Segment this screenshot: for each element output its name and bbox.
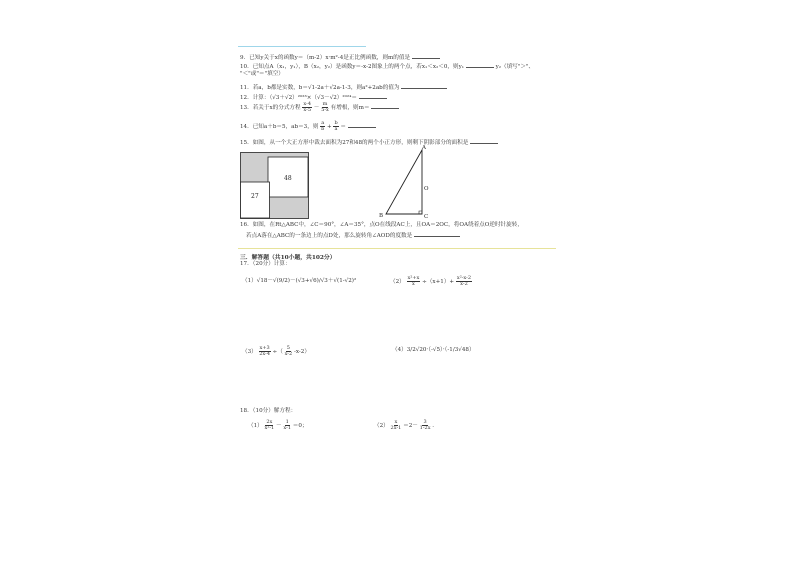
q17-part-4: （4）3/2√20·（-√5）·（-1/3√48）: [392, 347, 475, 353]
question-14: 14．已知a＋b＝5，ab＝3，则 $\frac{a}{b}$ + $\frac{b}{a}$ ＝: [240, 121, 376, 132]
section-title: 三．解答题（共10小题，共102分）: [240, 255, 336, 261]
fraction: $\frac{x}{2x-1}$: [390, 419, 402, 432]
triangle-abc: [386, 150, 422, 214]
vertex-a-label: A: [422, 145, 426, 151]
question-9: 9．已知y关于x的函数y＝（m-2）x·m²-4是正比例函数，则m的值是: [240, 53, 440, 62]
question-10-cont: "＜"或"＝"填空）: [240, 71, 284, 77]
question-18-head: 18．（10分）解方程：: [240, 408, 297, 414]
question-10: 10．已知点A（x₁，y₁），B（x₂，y₂）是函数y＝-x-2图象上的两个点，若x₁＜x₂＜0，则y₁ y₂（填写"＞"、: [240, 64, 535, 70]
answer-blank: [470, 138, 498, 144]
label-27: 27: [251, 193, 259, 200]
q18-part-2: （2） $\frac{x}{2x-1}$ ＝2－ $\frac{3}{1-2x}$ .: [374, 419, 435, 432]
fraction: $\frac{5}{x-2}$: [284, 345, 293, 358]
q17-part-2: （2） $\frac{\text{x²+x}}{x}$ ÷（x+1）+ $\frac{\text{x²-x-2}}{x-2}$: [390, 275, 472, 288]
question-11: 11．若a，b都是实数，b＝√1-2a＋√2a-1-3，则a²+2ab的值为: [240, 83, 447, 92]
question-16-cont: 若点A落在△ABC的一条边上的点D处，那么旋转角∠AOD的度数是: [246, 231, 460, 240]
q18-part-1: （1） $\frac{2x}{\text{x²-1}}$ － $\frac{1}{x-1}$ ＝0；: [248, 419, 308, 432]
square-27: [241, 182, 270, 218]
header-rule: [238, 46, 366, 47]
answer-blank: [414, 231, 460, 237]
question-15: 15．如图，从一个大正方形中裁去面积为27和48的两个小正方形，则剩下阴影部分的面积是: [240, 138, 498, 147]
question-17-head: 17．（20分）计算：: [240, 261, 291, 267]
fraction: $\frac{3}{1-2x}$: [419, 419, 431, 432]
vertex-c-label: C: [424, 214, 429, 220]
point-o-label: O: [424, 186, 429, 192]
triangle-figure: [376, 144, 436, 220]
fraction: $\frac{a}{b}$: [321, 120, 325, 133]
vertex-b-label: B: [379, 213, 384, 219]
fraction: $\frac{\text{x²+x}}{x}$: [407, 275, 420, 288]
question-16: 16．如图，在Rt△ABC中，∠C＝90°，∠A＝35°，点O在线段AC上，且OA＝2OC，将OA绕着点O逆时针旋转，: [240, 222, 523, 228]
section-rule: [238, 248, 556, 249]
fraction: $\frac{b}{a}$: [334, 120, 338, 133]
fraction: $\frac{x+3}{2x-4}$: [259, 345, 271, 358]
label-48: 48: [284, 175, 292, 182]
fraction: $\frac{2x}{\text{x²-1}}$: [264, 419, 275, 432]
answer-blank: [371, 103, 399, 109]
q17-part-1: （1）√18－√(9/2)－(√3+√6)/√3＋√(1-√2)²: [242, 278, 357, 284]
fraction: $\frac{m}{5-x}$: [321, 101, 329, 114]
squares-figure: [240, 152, 310, 220]
fraction: $\frac{x-4}{x-5}$: [303, 101, 312, 114]
fraction: $\frac{1}{x-1}$: [283, 419, 292, 432]
fraction: $\frac{\text{x²-x-2}}{x-2}$: [456, 275, 472, 288]
question-13: 13．若关于x的分式方程 $\frac{x-4}{x-5}$ － $\frac{m}{5-x}$ 有增根，则m＝: [240, 102, 399, 113]
answer-blank: [348, 122, 376, 128]
q17-part-3: （3） $\frac{x+3}{2x-4}$ ÷（ $\frac{5}{x-2}$ -x-2）: [242, 345, 310, 358]
answer-blank: [466, 62, 494, 68]
answer-blank: [412, 53, 440, 59]
answer-blank: [401, 83, 447, 89]
answer-blank: [359, 93, 387, 99]
question-12: 12．计算：（√3＋√2）²⁰²³×（√3－√2）²⁰²⁴＝: [240, 93, 387, 102]
